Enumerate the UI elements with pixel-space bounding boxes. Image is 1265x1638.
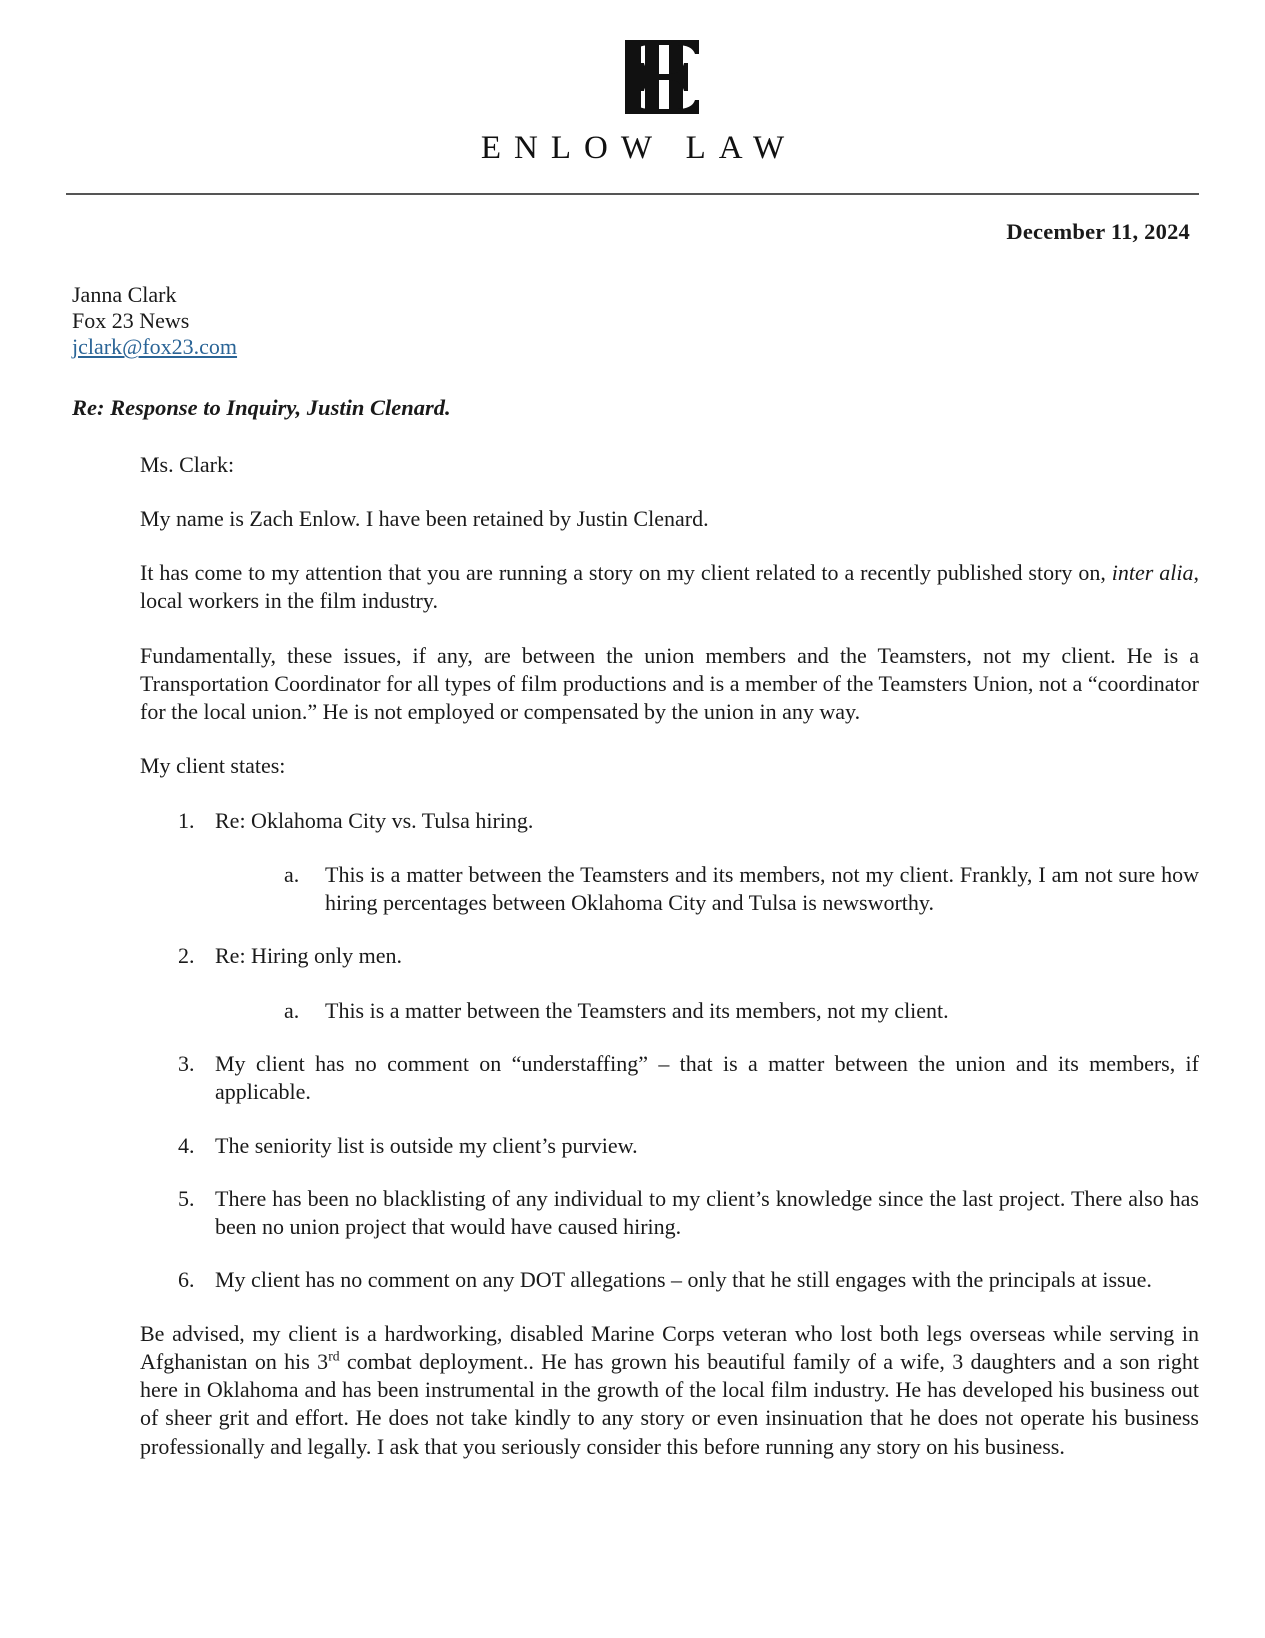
recipient-organization: Fox 23 News <box>72 308 190 334</box>
paragraph-intro: My name is Zach Enlow. I have been retained by Justin Clenard. <box>140 505 709 531</box>
list-item <box>140 1185 1199 1242</box>
sublist-item <box>250 997 1199 1025</box>
list-marker: 5. <box>178 1185 195 1211</box>
list-item-text: The seniority list is outside my client’s purview. <box>215 1132 638 1158</box>
recipient-name: Janna Clark <box>72 282 177 307</box>
sublist <box>215 861 1199 918</box>
sublist <box>215 997 1199 1025</box>
paragraph-attention <box>140 559 1199 616</box>
closing-text-part1: Be advised, my client is a hardworking, disabled Marine Corps veteran who lost both legs overseas while serving in Afghanistan on his 3 <box>140 1320 1199 1374</box>
header-divider-rule <box>66 193 1199 195</box>
sublist-marker: a. <box>284 861 300 887</box>
recipient-block <box>72 282 1199 361</box>
list-item <box>140 1132 1199 1160</box>
sublist-item-text: This is a matter between the Teamsters and its members, not my client. <box>325 997 949 1023</box>
salutation: Ms. Clark: <box>140 451 235 477</box>
list-marker: 6. <box>178 1267 195 1293</box>
firm-wordmark: ENLOW LAW <box>480 130 798 166</box>
letter-date: December 11, 2024 <box>1006 219 1190 244</box>
paragraph-fundamentally: Fundamentally, these issues, if any, are between the union members and the Teamsters, not my client. He is a Transportation Coordinator for all types of film productions and is a member of the Teamsters Union, not a “coordinator for the local union.” He is not employed or compensated by the union in any way. <box>140 642 1199 725</box>
list-item-text: Re: Hiring only men. <box>215 943 402 969</box>
list-marker: 2. <box>178 943 195 969</box>
attention-text-part1: It has come to my attention that you are running a story on my client related to a recently published story on, <box>140 560 1112 586</box>
paragraph-client-states-lead: My client states: <box>140 753 286 779</box>
list-item-text: My client has no comment on “understaffing” – that is a matter between the union and its members, if applicable. <box>215 1050 1199 1105</box>
list-marker: 4. <box>178 1132 195 1158</box>
sublist-item-text: This is a matter between the Teamsters and its members, not my client. Frankly, I am not sure how hiring percentages between Oklahoma City and Tulsa is newsworthy. <box>325 861 1199 916</box>
sublist-item <box>250 861 1199 918</box>
list-item-text: My client has no comment on any DOT allegations – only that he still engages with the principals at issue. <box>215 1267 1152 1293</box>
list-item-text: Re: Oklahoma City vs. Tulsa hiring. <box>215 807 534 833</box>
enlow-law-monogram-icon <box>563 38 703 116</box>
list-item-text: There has been no blacklisting of any individual to my client’s knowledge since the last project. There also has been no union project that would have caused hiring. <box>215 1185 1199 1240</box>
attention-text-part2: , local workers in the film industry. <box>140 560 1199 614</box>
list-item <box>140 1050 1199 1107</box>
recipient-email-link[interactable]: jclark@fox23.com <box>72 334 238 360</box>
inter-alia-italic: inter alia <box>1111 560 1194 586</box>
subject-line: Re: Response to Inquiry, Justin Clenard. <box>72 394 451 420</box>
paragraph-closing <box>140 1320 1199 1461</box>
client-statements-list <box>140 807 1199 1295</box>
ordinal-suffix: rd <box>328 1348 340 1364</box>
list-marker: 1. <box>178 807 195 833</box>
list-item <box>140 807 1199 918</box>
sublist-marker: a. <box>284 997 300 1023</box>
letterhead <box>0 0 1265 195</box>
letter-body <box>72 451 1199 1461</box>
list-marker: 3. <box>178 1050 195 1076</box>
letter-content <box>0 219 1265 1461</box>
list-item <box>140 942 1199 1025</box>
list-item <box>140 1266 1199 1294</box>
closing-text-part2: combat deployment.. He has grown his beautiful family of a wife, 3 daughters and a son right here in Oklahoma and has been instrumental in the growth of the local film industry. He has developed his business out of sheer grit and effort. He does not take kindly to any story or even insinuation that he does not operate his business professionally and legally. I ask that you seriously consider this before running any story on his business. <box>140 1348 1200 1459</box>
